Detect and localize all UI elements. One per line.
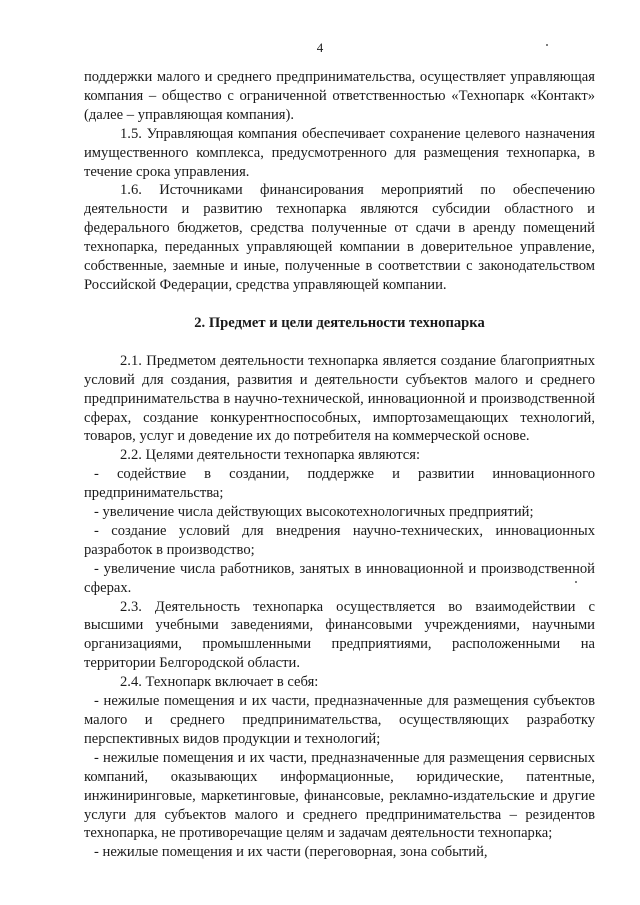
list-item: - увеличение числа работников, занятых в инновационной и производственной сферах. [84, 560, 595, 596]
paragraph-2-1: 2.1. Предметом деятельности технопарка является создание благоприятных условий для создания, развития и деятельности субъектов малого и среднего предпринимательства в научно-технической, инновационной и производственной сферах, создание конкурентноспособных, импортозамещающих технологий, товаров, услуг и доведение их до потребителя на коммерческой основе. [84, 352, 595, 445]
paragraph-1-5: 1.5. Управляющая компания обеспечивает сохранение целевого назначения имущественного комплекса, предусмотренного для размещения технопарка, в течение срока управления. [84, 125, 595, 180]
paragraph-2-2: 2.2. Целями деятельности технопарка являются: [120, 447, 420, 464]
list-item: - нежилые помещения и их части, предназначенные для размещения сервисных компаний, оказывающих информационные, юридические, патентные, инжиниринговые, маркетинговые, финансовые, рекламно-издательские и другие услуги для субъектов малого и среднего предпринимательства – резидентов технопарка, не противоречащие целям и задачам деятельности технопарка; [84, 749, 595, 842]
page-number: 4 [316, 40, 324, 55]
list-item: - увеличение числа действующих высокотехнологичных предприятий; [94, 504, 534, 521]
scan-speck [546, 44, 548, 46]
document-body [84, 68, 595, 862]
section-heading: 2. Предмет и цели деятельности технопарка [194, 314, 485, 331]
list-item: - нежилые помещения и их части, предназначенные для размещения субъектов малого и среднего предпринимательства, осуществляющих разработку перспективных видов продукции и технологий; [84, 693, 595, 747]
paragraph-2-3: 2.3. Деятельность технопарка осуществляется во взаимодействии с высшими учебными заведениями, финансовыми учреждениями, научными организациями, промышленными предприятиями, расположенными на территории Белгородской области. [84, 598, 595, 672]
list-item: - нежилые помещения и их части (переговорная, зона событий, [94, 844, 488, 861]
list-item: - содействие в создании, поддержке и развитии инновационного предпринимательства; [84, 466, 595, 502]
paragraph-2-4: 2.4. Технопарк включает в себя: [120, 674, 319, 691]
paragraph-continuation: поддержки малого и среднего предпринимательства, осуществляет управляющая компания – общество с ограниченной ответственностью «Технопарк «Контакт» (далее – управляющая компания). [84, 69, 595, 123]
list-item: - создание условий для внедрения научно-технических, инновационных разработок в производство; [84, 522, 595, 558]
paragraph-1-6: 1.6. Источниками финансирования мероприятий по обеспечению деятельности и развитию технопарка являются субсидии областного и федерального бюджетов, средства полученные от сдачи в аренду помещений технопарка, переданных управляющей компании в доверительное управление, собственные, заемные и иные, полученные в соответствии с законодательством Российской Федерации, средства управляющей компании. [84, 182, 595, 293]
